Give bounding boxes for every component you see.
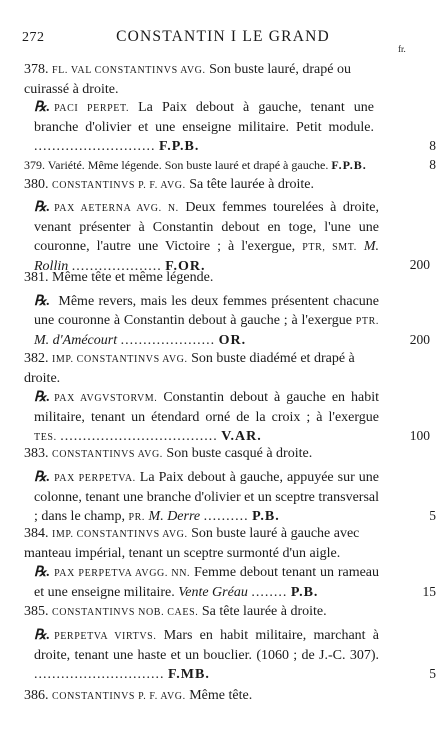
reverse-382: ℞. PAX AVGVSTORVM. Constantin debout à gauche en habit militaire, tenant un étendard orné de la croix ; à l'exergue TES. ................................... V.AR. <box>34 390 379 444</box>
entry-379: 379. Variété. Même légende. Son buste lauré et drapé à gauche. F.P.B. <box>24 158 367 172</box>
price-380: 200 <box>409 257 430 272</box>
price-382: 100 <box>409 428 430 443</box>
price-384: 15 <box>422 584 436 599</box>
entry-383: 383. CONSTANTINVS AVG. Son buste casqué à droite. <box>24 446 313 461</box>
page-title: CONSTANTIN I LE GRAND <box>116 28 330 45</box>
column-mark: fr. <box>398 44 406 54</box>
page-number: 272 <box>22 30 45 45</box>
entry-384: 384. IMP. CONSTANTINVS AVG. Son buste lauré à gauche avec manteau impérial, tenant un sceptre surmonté d'un aigle. <box>24 526 360 561</box>
reverse-383: ℞. PAX PERPETVA. La Paix debout à gauche, appuyée sur une colonne, tenant une branche d'olivier et un sceptre transversal ; dans le champ, PR. M. Derre .......... P.B. <box>34 470 379 524</box>
entry-378: 378. FL. VAL CONSTANTINVS AVG. Son buste lauré, drapé ou cuirassé à droite. <box>24 62 351 97</box>
entry-381: 381. Même tête et même légende. <box>24 270 214 285</box>
reverse-384: ℞. PAX PERPETVA AVGG. NN. Femme debout tenant un rameau et une enseigne militaire. Vente Gréau ........ P.B. <box>34 565 380 600</box>
price-379: 8 <box>429 157 436 172</box>
reverse-381: ℞. Même revers, mais les deux femmes présentent chacune une couronne à Constantin debout à gauche ; à l'exergue PTR. M. d'Amécourt ..................... OR. <box>34 294 380 348</box>
reverse-385: ℞. PERPETVA VIRTVS. Mars en habit militaire, marchant à droite, tenant une haste et un bouclier. (1060 ; de J.-C. 307). ............................. F.MB. <box>34 628 380 682</box>
entry-382: 382. IMP. CONSTANTINVS AVG. Son buste diadémé et drapé à droite. <box>24 351 355 386</box>
reverse-378: ℞. PACI PERPET. La Paix debout à gauche, tenant une branche d'olivier et une enseigne militaire. Petit module. ........................... F.P.B. <box>34 100 374 154</box>
reverse-380: ℞. PAX AETERNA AVG. N. Deux femmes tourelées à droite, venant présenter à Constantin debout en toge, l'une une couronne, l'autre une Victoire ; à l'exergue, PTR, SMT. M. Rollin .................... F.OR. <box>34 200 380 274</box>
price-378: 8 <box>429 138 436 153</box>
price-385: 5 <box>429 666 436 681</box>
entry-385: 385. CONSTANTINVS NOB. CAES. Sa tête laurée à droite. <box>24 604 327 619</box>
price-383: 5 <box>429 508 436 523</box>
price-381: 200 <box>409 332 430 347</box>
entry-386: 386. CONSTANTINVS P. F. AVG. Même tête. <box>24 688 253 703</box>
page-header <box>0 28 446 54</box>
entry-380: 380. CONSTANTINVS P. F. AVG. Sa tête laurée à droite. <box>24 177 314 192</box>
